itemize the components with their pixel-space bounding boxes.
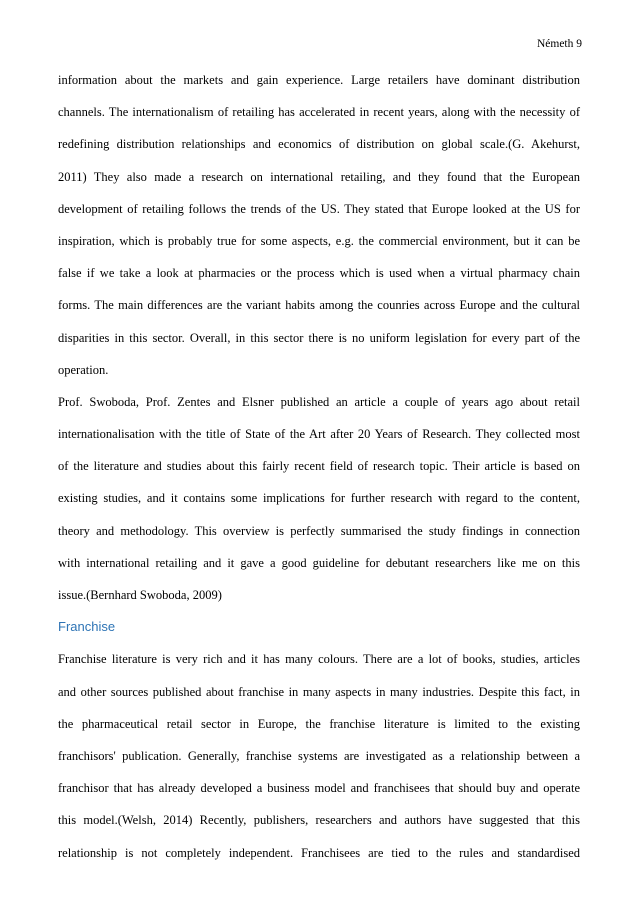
text-line: false if we take a look at pharmacies or the process which is used when a virtual pharmacy chain [58,266,580,281]
text-line: internationalisation with the title of State of the Art after 20 Years of Research. They collected most [58,427,580,442]
text-line: operation. [58,362,109,377]
text-line: Franchise literature is very rich and it has many colours. There are a lot of books, studies, articles [58,652,580,667]
text-line: forms. The main differences are the variant habits among the counries across Europe and the cultural [58,298,580,313]
text-line: relationship is not completely independent. Franchisees are tied to the rules and standardised [58,845,580,860]
page-header: Németh 9 [536,38,582,50]
text-line: inspiration, which is probably true for some aspects, e.g. the commercial environment, but it can be [58,233,580,248]
text-line: existing studies, and it contains some implications for further research with regard to the content, [58,491,580,506]
text-line: with international retailing and it gave a good guideline for debutant researchers like me on this [58,555,580,570]
paragraph-retail-internationalisation [58,72,580,394]
text-line: franchisors' publication. Generally, franchise systems are investigated as a relationship between a [58,748,580,763]
text-line: channels. The internationalism of retailing has accelerated in recent years, along with the necessity of [58,105,580,120]
text-line: the pharmaceutical retail sector in Europe, the franchise literature is limited to the existing [58,716,580,731]
page-content [58,72,580,877]
text-line: issue.(Bernhard Swoboda, 2009) [58,588,222,602]
text-line: franchisor that has already developed a business model and franchisees that should buy and operate [58,781,580,796]
text-line: redefining distribution relationships and economics of distribution on global scale.(G. Akehurst, [58,137,580,152]
text-line: this model.(Welsh, 2014) Recently, publishers, researchers and authors have suggested that this [58,813,580,828]
text-line: theory and methodology. This overview is perfectly summarised the study findings in connection [58,523,580,538]
text-line: of the literature and studies about this fairly recent field of research topic. Their article is based on [58,459,580,474]
text-line: Prof. Swoboda, Prof. Zentes and Elsner published an article a couple of years ago about retail [58,394,580,409]
text-line: disparities in this sector. Overall, in this sector there is no uniform legislation for every part of the [58,330,580,345]
text-line: development of retailing follows the trends of the US. They stated that Europe looked at the US for [58,201,580,216]
text-line: and other sources published about franchise in many aspects in many industries. Despite this fact, in [58,684,580,699]
paragraph-swoboda-article [58,394,580,619]
text-line: information about the markets and gain experience. Large retailers have dominant distribution [58,73,580,87]
paragraph-franchise-literature [58,651,580,876]
text-line: 2011) They also made a research on international retailing, and they found that the European [58,169,580,184]
section-heading-franchise: Franchise [58,619,116,635]
